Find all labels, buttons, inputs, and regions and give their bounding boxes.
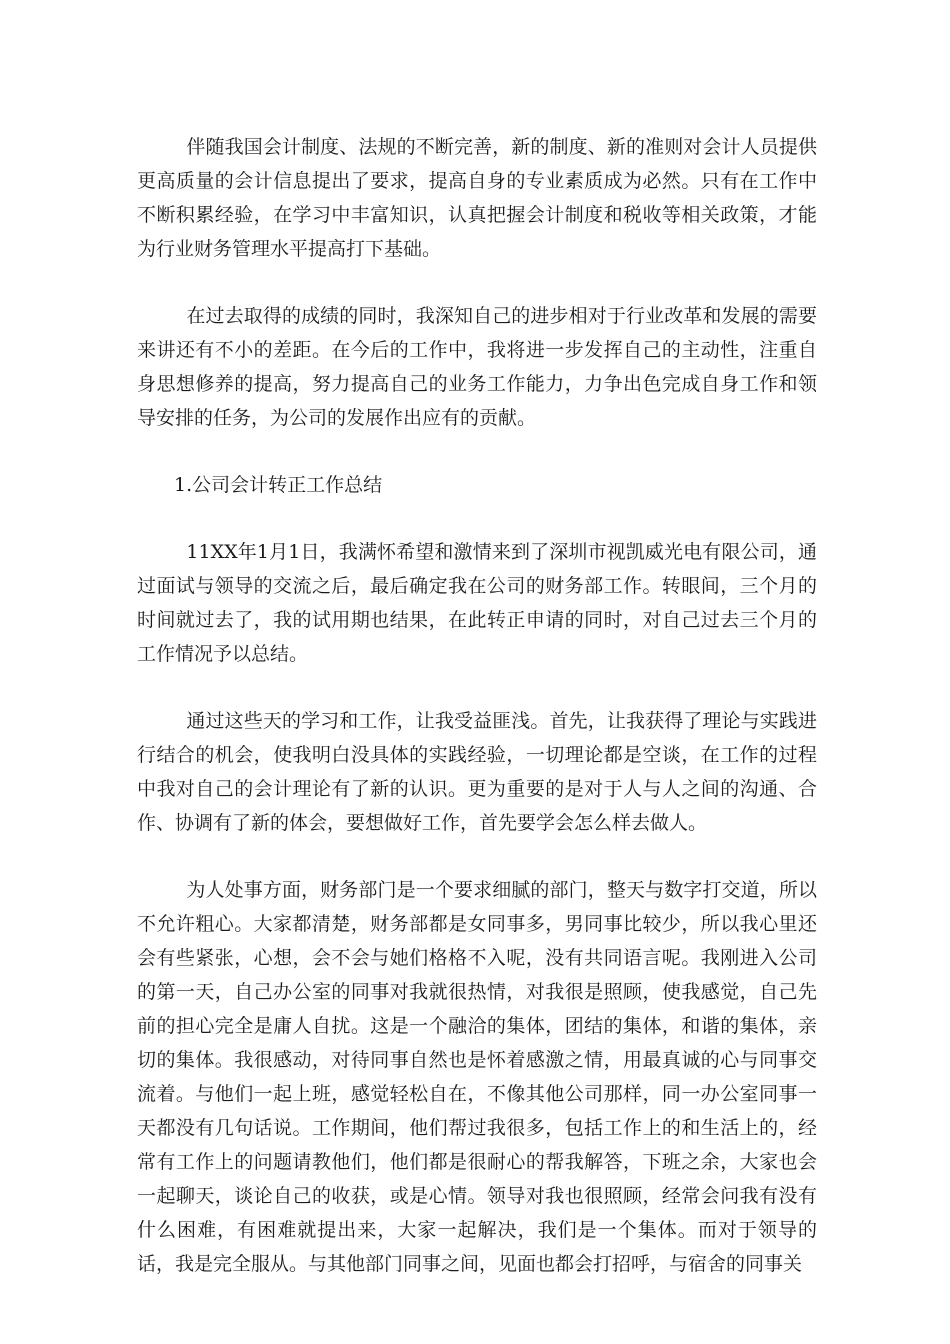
paragraph: 在过去取得的成绩的同时，我深知自己的进步相对于行业改革和发展的需要来讲还有不小的差距。在今后的工作中，我将进一步发挥自己的主动性，注重自身思想修养的提高，努力提高自己的业务工作能力，力争出色完成自身工作和领导安排的任务，为公司的发展作出应有的贡献。 — [137, 305, 817, 429]
paragraph: 11XX年1月1日，我满怀希望和激情来到了深圳市视凯威光电有限公司，通过面试与领导的交流之后，最后确定我在公司的财务部工作。转眼间，三个月的时间就过去了，我的试用期也结果，在此转正申请的同时，对自己过去三个月的工作情况予以总结。 — [137, 541, 817, 665]
section-heading: 1.公司会计转正工作总结 — [174, 474, 383, 496]
paragraph: 为人处事方面，财务部门是一个要求细腻的部门，整天与数字打交道，所以不允许粗心。大家都清楚，财务部都是女同事多，男同事比较少，所以我心里还会有些紧张，心想，会不会与她们格格不入呢，没有共同语言呢。我刚进入公司的第一天，自己办公室的同事对我就很热情，对我很是照顾，使我感觉，自己先前的担心完全是庸人自扰。这是一个融洽的集体，团结的集体，和谐的集体，亲切的集体。我很感动，对待同事自然也是怀着感激之情，用最真诚的心与同事交流着。与他们一起上班，感觉轻松自在，不像其他公司那样，同一办公室同事一天都没有几句话说。工作期间，他们帮过我很多，包括工作上的和生活上的，经常有工作上的问题请教他们，他们都是很耐心的帮我解答，下班之余，大家也会一起聊天，谈论自己的收获，或是心情。领导对我也很照顾，经常会问我有没有什么困难，有困难就提出来，大家一起解决，我们是一个集体。而对于领导的话，我是完全服从。与其他部门同事之间，见面也都会打招呼，与宿舍的同事关 — [137, 879, 817, 1275]
document-body — [137, 130, 817, 1314]
paragraph: 伴随我国会计制度、法规的不断完善，新的制度、新的准则对会计人员提供更高质量的会计信息提出了要求，提高自身的专业素质成为必然。只有在工作中不断积累经验，在学习中丰富知识，认真把握会计制度和税收等相关政策，才能为行业财务管理水平提高打下基础。 — [137, 136, 817, 260]
paragraph: 通过这些天的学习和工作，让我受益匪浅。首先，让我获得了理论与实践进行结合的机会，使我明白没具体的实践经验，一切理论都是空谈，在工作的过程中我对自己的会计理论有了新的认识。更为重要的是对于人与人之间的沟通、合作、协调有了新的体会，要想做好工作，首先要学会怎么样去做人。 — [137, 710, 817, 834]
